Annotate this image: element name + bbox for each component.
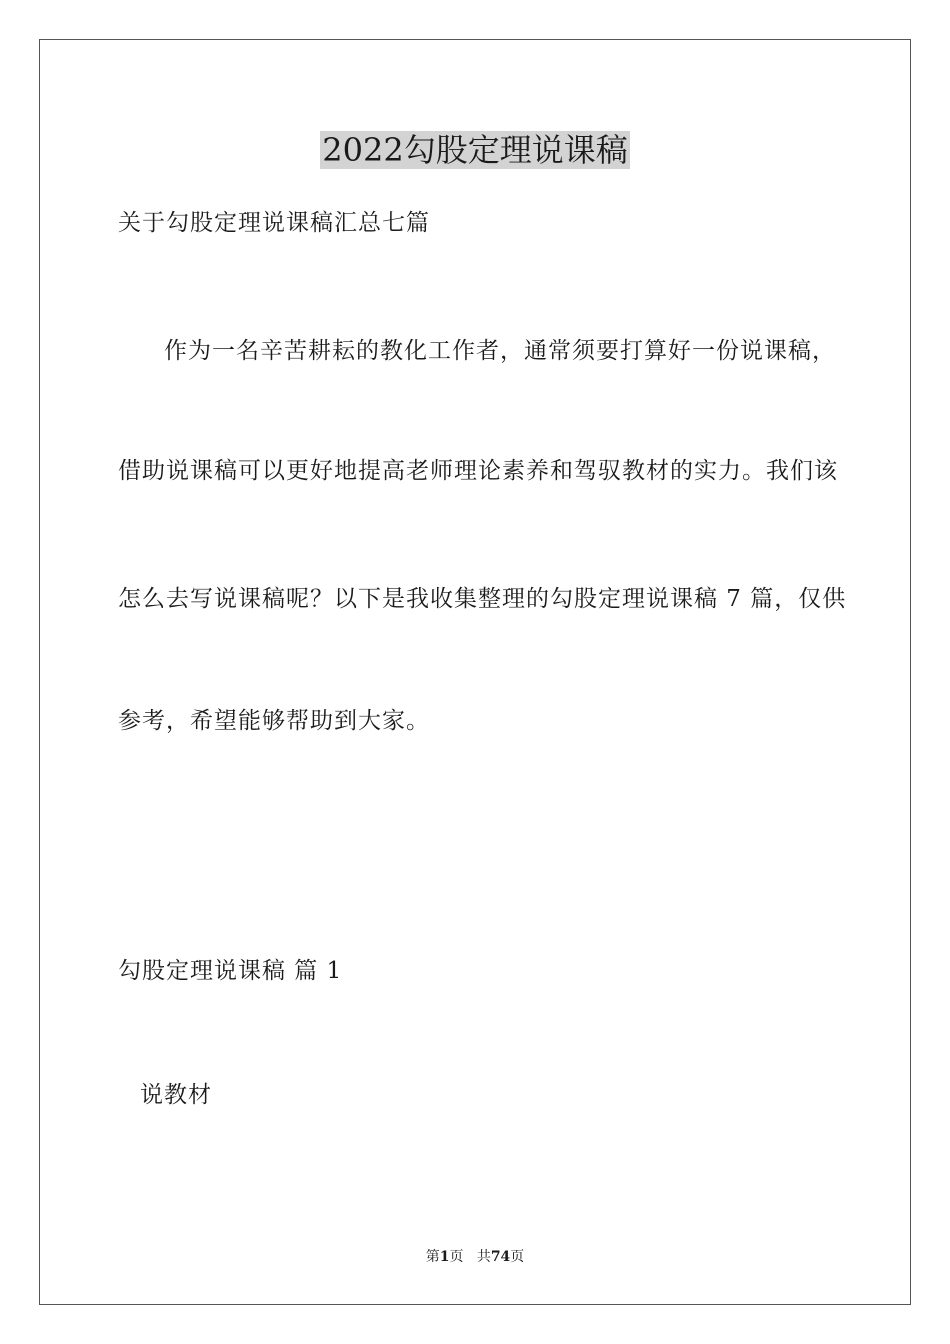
paragraph-line-3: 怎么去写说课稿呢？以下是我收集整理的勾股定理说课稿 7 篇，仅供 (118, 586, 847, 612)
footer-page-prefix: 第 (425, 1249, 440, 1265)
footer-total-suffix: 页 (510, 1249, 525, 1265)
footer-page-suffix: 页 (449, 1249, 464, 1265)
paragraph-line-1: 作为一名辛苦耕耘的教化工作者，通常须要打算好一份说课稿， (164, 338, 836, 364)
footer-total-pages: 74 (490, 1249, 511, 1265)
paragraph-line-4: 参考，希望能够帮助到大家。 (118, 708, 430, 734)
section-heading: 勾股定理说课稿 篇 1 (118, 958, 343, 984)
paragraph-line-2: 借助说课稿可以更好地提高老师理论素养和驾驭教材的实力。我们该 (118, 458, 838, 484)
subsection-heading: 说教材 (140, 1082, 212, 1108)
document-title-text: 2022勾股定理说课稿 (322, 131, 628, 169)
footer-total-prefix: 共 (476, 1249, 491, 1265)
page-footer (0, 1247, 950, 1267)
document-subtitle: 关于勾股定理说课稿汇总七篇 (118, 210, 430, 236)
document-title (0, 128, 950, 172)
footer-page-number: 1 (439, 1249, 450, 1265)
